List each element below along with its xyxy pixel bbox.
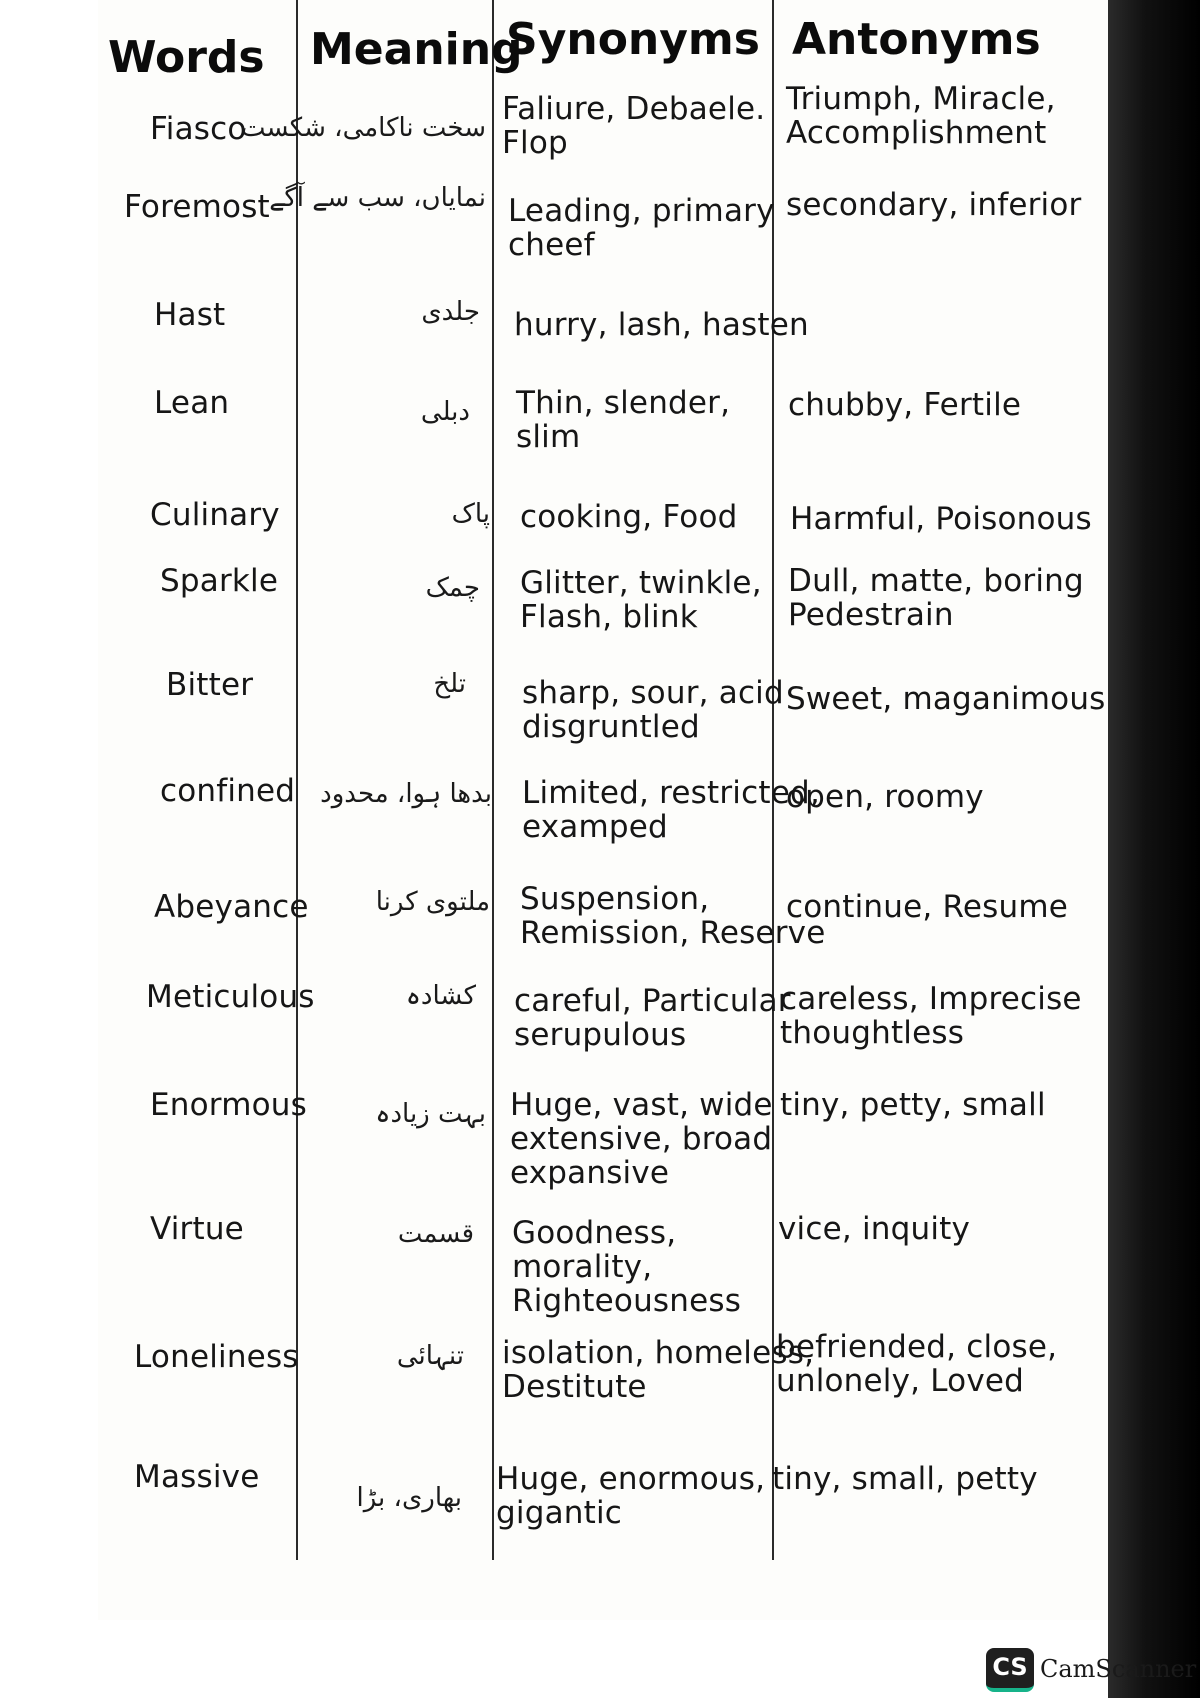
word-cell: Virtue bbox=[150, 1211, 244, 1247]
column-divider-1 bbox=[296, 0, 298, 1560]
header-meaning: Meaning bbox=[310, 24, 523, 75]
word-cell: Meticulous bbox=[146, 979, 315, 1015]
meaning-cell: پاک bbox=[451, 499, 490, 529]
word-cell: Enormous bbox=[150, 1087, 307, 1123]
antonyms-cell: secondary, inferior bbox=[786, 187, 1082, 223]
meaning-cell: جلدی bbox=[421, 297, 480, 327]
meaning-cell: بدھا ہوا، محدود bbox=[320, 779, 492, 809]
synonyms-cell: Leading, primary cheef bbox=[508, 193, 775, 263]
camscanner-label: CamScanner bbox=[1040, 1655, 1197, 1683]
word-cell: Culinary bbox=[150, 497, 280, 533]
meaning-cell: سخت ناکامی، شکست bbox=[241, 113, 486, 143]
antonyms-cell: careless, Imprecise thoughtless bbox=[780, 981, 1082, 1051]
synonyms-cell: Huge, enormous, gigantic bbox=[496, 1461, 766, 1531]
synonyms-cell: Suspension, Remission, Reserve bbox=[520, 881, 826, 951]
word-cell: Abeyance bbox=[154, 889, 309, 925]
synonyms-cell: Huge, vast, wide extensive, broad expansive bbox=[510, 1087, 773, 1191]
meaning-cell: کشادہ bbox=[405, 981, 476, 1011]
antonyms-cell: tiny, petty, small bbox=[780, 1087, 1046, 1123]
meaning-cell: بہت زیادہ bbox=[375, 1099, 486, 1129]
synonyms-cell: sharp, sour, acid disgruntled bbox=[522, 675, 784, 745]
meaning-cell: بھاری، بڑا bbox=[356, 1483, 462, 1513]
synonyms-cell: isolation, homeless, Destitute bbox=[502, 1335, 815, 1405]
synonyms-cell: Faliure, Debaele. Flop bbox=[502, 91, 766, 161]
meaning-cell: تنہائی bbox=[396, 1341, 464, 1371]
word-cell: Bitter bbox=[166, 667, 254, 703]
word-cell: Sparkle bbox=[160, 563, 279, 599]
meaning-cell: قسمت bbox=[397, 1219, 474, 1249]
meaning-cell: نمایاں، سب سے آگے bbox=[269, 183, 486, 213]
word-cell: Loneliness bbox=[134, 1339, 299, 1375]
synonyms-cell: cooking, Food bbox=[520, 499, 738, 535]
synonyms-cell: Glitter, twinkle, Flash, blink bbox=[520, 565, 762, 635]
scan-shadow-edge bbox=[1108, 0, 1200, 1698]
meaning-cell: تلخ bbox=[433, 669, 466, 699]
antonyms-cell: Harmful, Poisonous bbox=[790, 501, 1092, 537]
synonyms-cell: Goodness, morality, Righteousness bbox=[512, 1215, 742, 1319]
header-synonyms: Synonyms bbox=[506, 14, 760, 65]
header-antonyms: Antonyms bbox=[792, 14, 1041, 65]
word-cell: Hast bbox=[154, 297, 226, 333]
antonyms-cell: open, roomy bbox=[786, 779, 984, 815]
word-cell: Fiasco bbox=[150, 111, 247, 147]
antonyms-cell: Dull, matte, boring Pedestrain bbox=[788, 563, 1084, 633]
antonyms-cell: tiny, small, petty bbox=[772, 1461, 1038, 1497]
synonyms-cell: hurry, lash, hasten bbox=[514, 307, 809, 343]
word-cell: confined bbox=[160, 773, 296, 809]
synonyms-cell: Limited, restricted, examped bbox=[522, 775, 820, 845]
meaning-cell: دبلی bbox=[420, 397, 470, 427]
antonyms-cell: vice, inquity bbox=[778, 1211, 971, 1247]
page-margin bbox=[98, 1620, 1108, 1698]
antonyms-cell: Sweet, maganimous bbox=[786, 681, 1106, 717]
word-cell: Lean bbox=[154, 385, 230, 421]
camscanner-logo: CS bbox=[986, 1648, 1034, 1692]
antonyms-cell: chubby, Fertile bbox=[788, 387, 1022, 423]
column-divider-2 bbox=[492, 0, 494, 1560]
word-cell: Foremost bbox=[124, 189, 270, 225]
word-cell: Massive bbox=[134, 1459, 260, 1495]
antonyms-cell: Triumph, Miracle, Accomplishment bbox=[786, 81, 1056, 151]
synonyms-cell: careful, Particular serupulous bbox=[514, 983, 791, 1053]
synonyms-cell: Thin, slender, slim bbox=[516, 385, 731, 455]
meaning-cell: چمک bbox=[425, 573, 480, 603]
meaning-cell: ملتوی کرنا bbox=[375, 887, 490, 917]
header-words: Words bbox=[108, 32, 265, 83]
antonyms-cell: continue, Resume bbox=[786, 889, 1068, 925]
antonyms-cell: befriended, close, unlonely, Loved bbox=[776, 1329, 1058, 1399]
